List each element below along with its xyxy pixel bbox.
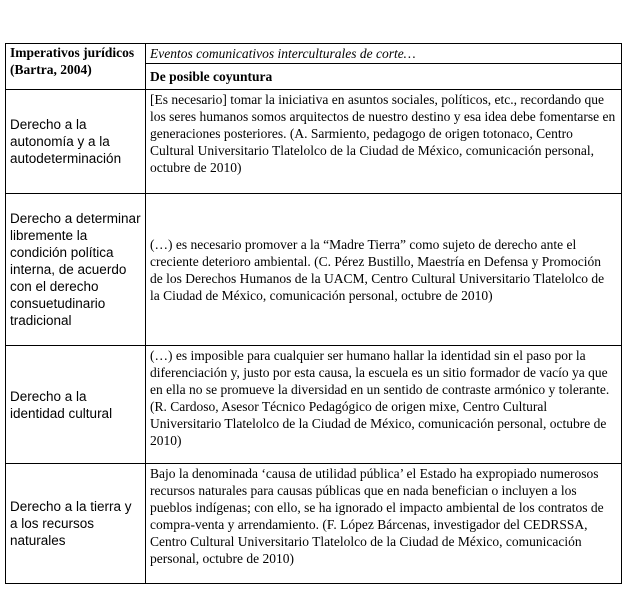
table-row (6, 90, 622, 194)
header-col2-subtitle: De posible coyuntura (146, 64, 622, 90)
table-row (6, 346, 622, 464)
table-row (6, 194, 622, 346)
header-col1-title: Imperativos jurídicos (Bartra, 2004) (6, 44, 146, 90)
right-cell: Derecho a la identidad cultural (6, 346, 146, 464)
quote-cell: (…) es imposible para cualquier ser humano hallar la identidad sin el paso por la diferenciación y, justo por esta causa, la escuela es un sitio formador de vacío ya que en ella no se promueve la diversidad en un sentido de contraste armónico y tolerante. (R. Cardoso, Asesor Técnico Pedagógico de origen mixe, Centro Cultural Universitario Tlatelolco de la Ciudad de México, comunicación personal, octubre de 2010) (146, 346, 622, 464)
right-cell: Derecho a determinar libremente la condición política interna, de acuerdo con el derecho consuetudinario tradicional (6, 194, 146, 346)
quote-cell: [Es necesario] tomar la iniciativa en asuntos sociales, políticos, etc., recordando que los seres humanos somos arquitectos de nuestro destino y esa idea debe fomentarse en generaciones posteriores. (A. Sarmiento, pedagogo de origen totonaco, Centro Cultural Universitario Tlatelolco de la Ciudad de México, comunicación personal, octubre de 2010) (146, 90, 622, 194)
quote-cell: Bajo la denominada ‘causa de utilidad pública’ el Estado ha expropiado numerosos recursos naturales para causas públicas que en nada benefician o incluyen a los pueblos indígenas; con ello, se ha ignorado el impacto ambiental de los contratos de compra-venta y arrendamiento. (F. López Bárcenas, investigador del CEDRSSA, Centro Cultural Universitario Tlatelolco de la Ciudad de México, comunicación personal, octubre de 2010) (146, 464, 622, 584)
table-row (6, 464, 622, 584)
right-cell: Derecho a la autonomía y a la autodeterminación (6, 90, 146, 194)
quote-cell: (…) es necesario promover a la “Madre Tierra” como sujeto de derecho ante el creciente deterioro ambiental. (C. Pérez Bustillo, Maestría en Defensa y Promoción de los Derechos Humanos de la UACM, Centro Cultural Universitario Tlatelolco de la Ciudad de México, comunicación personal, octubre de 2010) (146, 194, 622, 346)
right-cell: Derecho a la tierra y a los recursos naturales (6, 464, 146, 584)
header-row (6, 44, 622, 64)
rights-table (5, 43, 622, 584)
header-col2-title: Eventos comunicativos interculturales de corte… (146, 44, 622, 64)
